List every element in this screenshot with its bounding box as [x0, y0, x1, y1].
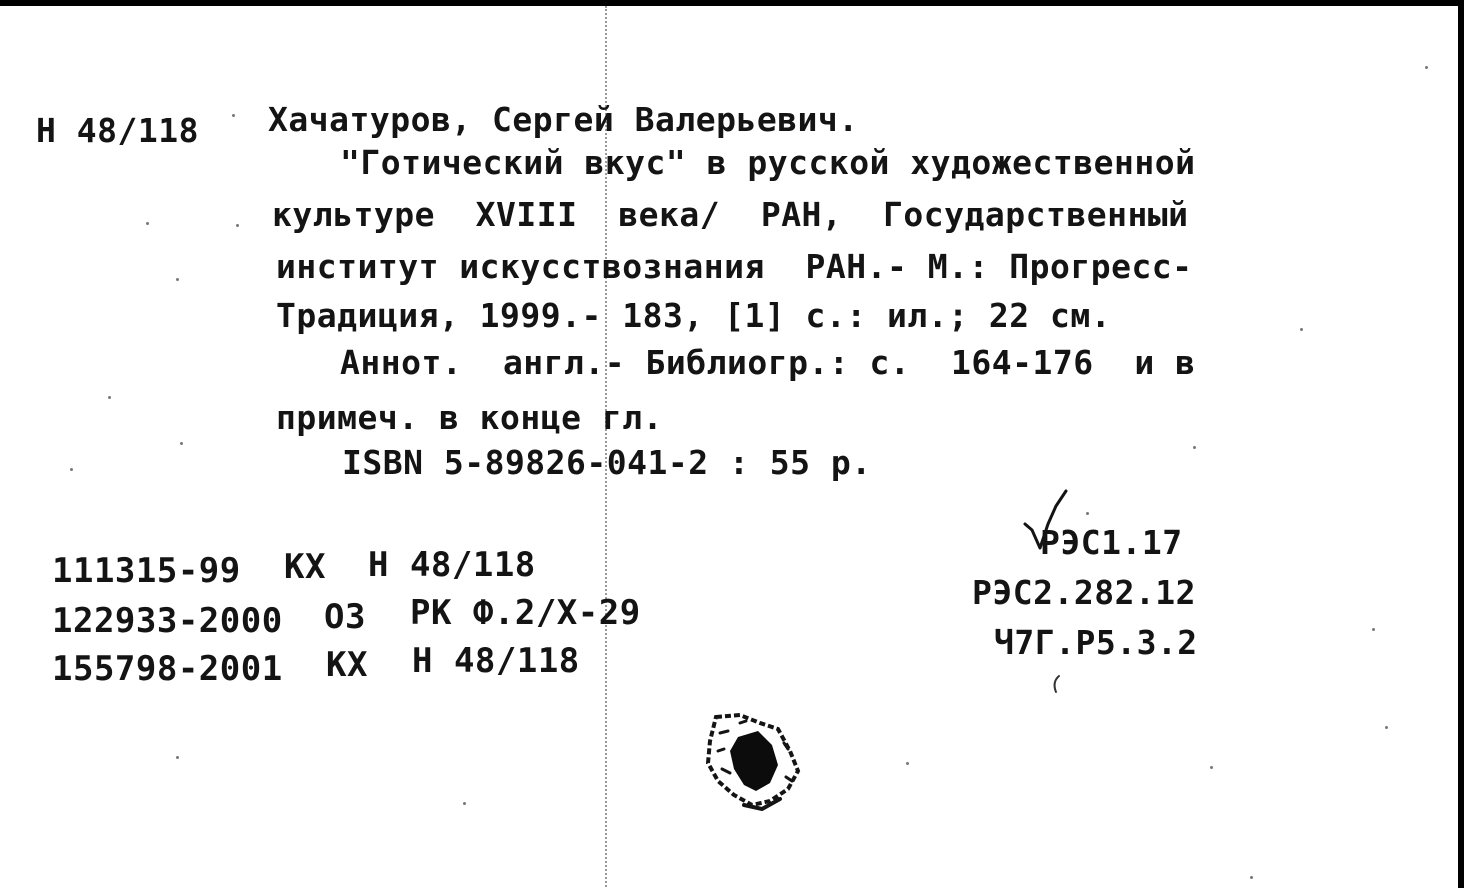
scan-speck [1425, 66, 1428, 69]
accession-number: 122933-2000 [52, 601, 283, 641]
scan-speck [1193, 446, 1196, 449]
scan-speck [1300, 328, 1303, 331]
scan-speck [1086, 512, 1089, 515]
scan-speck [146, 222, 149, 225]
author-heading: Хачатуров, Сергей Валерьевич. [268, 100, 859, 139]
accession-number: 111315-99 [52, 551, 241, 591]
accession-location: РК Ф.2/Х-29 [410, 593, 641, 633]
scan-speck [1372, 628, 1375, 631]
accession-code: КХ [326, 645, 368, 685]
scan-speck [176, 278, 179, 281]
scan-speck [1250, 876, 1253, 879]
accession-location: Н 48/118 [368, 545, 536, 585]
scan-speck [108, 396, 111, 399]
accession-code: ОЗ [324, 597, 366, 637]
scan-speck [232, 114, 235, 117]
title-line-4: Традиция, 1999.- 183, [1] с.: ил.; 22 см. [276, 296, 1112, 335]
title-line-3: институт искусствознания РАН.- М.: Прогресс- [276, 247, 1193, 286]
scan-speck [1210, 766, 1213, 769]
accession-code: КХ [284, 547, 326, 587]
scan-speck [463, 802, 466, 805]
scan-speck [176, 756, 179, 759]
scan-speck [180, 442, 183, 445]
scan-speck [1385, 726, 1388, 729]
notes-line-1: Аннот. англ.- Библиогр.: с. 164-176 и в [340, 343, 1196, 382]
accession-number: 155798-2001 [52, 649, 283, 689]
classification-code: РЭС1.17 [1040, 523, 1183, 562]
title-line-1: "Готический вкус" в русской художественной [340, 143, 1196, 182]
classification-code: РЭС2.282.12 [972, 573, 1197, 612]
notes-line-2: примеч. в конце гл. [276, 398, 663, 437]
scan-speck [906, 762, 909, 765]
library-stamp-icon [700, 711, 804, 811]
accession-location: Н 48/118 [412, 641, 580, 681]
title-line-2: культуре XVIII века/ РАН, Государственный [272, 195, 1189, 234]
isbn-line: ISBN 5-89826-041-2 : 55 р. [342, 443, 872, 482]
scan-speck [236, 224, 239, 227]
shelf-mark: Н 48/118 [36, 111, 199, 150]
pencil-mark-icon [1050, 674, 1062, 694]
scan-speck [70, 468, 73, 471]
classification-code: Ч7Г.Р5.3.2 [994, 623, 1198, 662]
